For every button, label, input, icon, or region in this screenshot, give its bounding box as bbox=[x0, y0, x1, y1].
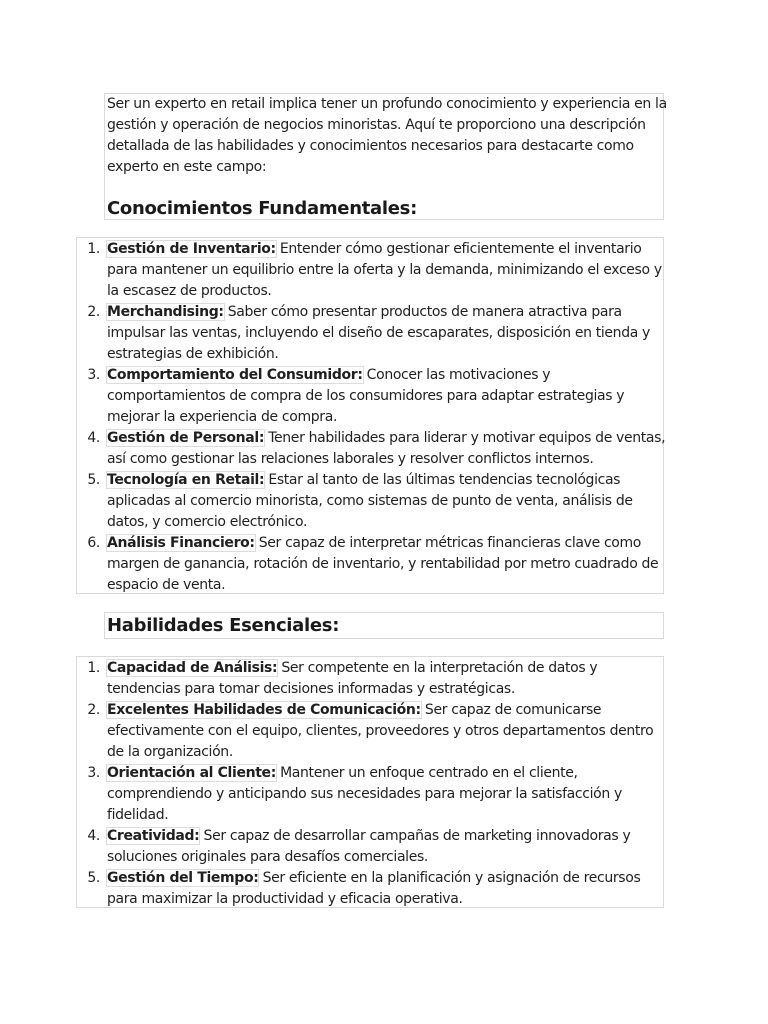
item-number: 3. bbox=[87, 765, 100, 781]
item-number: 2. bbox=[87, 702, 100, 718]
item-label: Gestión de Inventario: bbox=[107, 241, 276, 257]
numbered-list-conocimientos bbox=[0, 239, 700, 596]
section-heading-conocimientos: Conocimientos Fundamentales: bbox=[107, 198, 417, 219]
item-text: Ser competente en la interpretación de datos y tendencias para tomar decisiones informadas y estratégicas. bbox=[107, 660, 598, 697]
item-number: 2. bbox=[87, 304, 100, 320]
section-heading-habilidades: Habilidades Esenciales: bbox=[107, 615, 340, 636]
item-text: Ser eficiente en la planificación y asignación de recursos para maximizar la productividad y eficacia operativa. bbox=[107, 870, 641, 907]
item-text: Ser capaz de comunicarse efectivamente con el equipo, clientes, proveedores y otros departamentos dentro de la organización. bbox=[107, 702, 654, 760]
list-item bbox=[0, 302, 667, 365]
list-item bbox=[0, 428, 667, 470]
list-item bbox=[0, 533, 667, 596]
list-item bbox=[0, 763, 667, 826]
list-item bbox=[0, 239, 667, 302]
item-text: Mantener un enfoque centrado en el cliente, comprendiendo y anticipando sus necesidades para mejorar la satisfacción y fidelidad. bbox=[107, 765, 622, 823]
item-text: Saber cómo presentar productos de manera atractiva para impulsar las ventas, incluyendo el diseño de escaparates, disposición en tienda y estrategias de exhibición. bbox=[107, 304, 650, 362]
item-text: Conocer las motivaciones y comportamientos de compra de los consumidores para adaptar estrategias y mejorar la experiencia de compra. bbox=[107, 367, 625, 425]
list-item bbox=[0, 470, 667, 533]
item-number: 1. bbox=[87, 660, 100, 676]
item-label: Comportamiento del Consumidor: bbox=[107, 367, 363, 383]
list-item bbox=[0, 365, 667, 428]
list-item bbox=[0, 826, 667, 868]
item-label: Excelentes Habilidades de Comunicación: bbox=[107, 702, 421, 718]
item-label: Merchandising: bbox=[107, 304, 224, 320]
item-label: Gestión de Personal: bbox=[107, 430, 265, 446]
item-text: Ser capaz de desarrollar campañas de marketing innovadoras y soluciones originales para desafíos comerciales. bbox=[107, 828, 631, 865]
item-label: Capacidad de Análisis: bbox=[107, 660, 278, 676]
item-label: Creatividad: bbox=[107, 828, 200, 844]
numbered-list-habilidades bbox=[0, 658, 700, 910]
list-item bbox=[0, 868, 667, 910]
item-number: 1. bbox=[87, 241, 100, 257]
list-item bbox=[0, 700, 667, 763]
intro-paragraph: Ser un experto en retail implica tener un profundo conocimiento y experiencia en la gestión y operación de negocios minoristas. Aquí te proporciono una descripción detallada de las habilidades y conocimientos necesarios para destacarte como experto en este campo: bbox=[107, 96, 667, 175]
item-number: 3. bbox=[87, 367, 100, 383]
item-text: Entender cómo gestionar eficientemente el inventario para mantener un equilibrio entre la oferta y la demanda, minimizando el exceso y la escasez de productos. bbox=[107, 241, 662, 299]
item-number: 4. bbox=[87, 430, 100, 446]
item-number: 5. bbox=[87, 870, 100, 886]
item-text: Tener habilidades para liderar y motivar equipos de ventas, así como gestionar las relaciones laborales y resolver conflictos internos. bbox=[107, 430, 666, 467]
item-label: Tecnología en Retail: bbox=[107, 472, 265, 488]
item-text: Estar al tanto de las últimas tendencias tecnológicas aplicadas al comercio minorista, como sistemas de punto de venta, análisis de datos, y comercio electrónico. bbox=[107, 472, 633, 530]
item-label: Gestión del Tiempo: bbox=[107, 870, 259, 886]
item-text: Ser capaz de interpretar métricas financieras clave como margen de ganancia, rotación de inventario, y rentabilidad por metro cuadrado de espacio de venta. bbox=[107, 535, 659, 593]
item-number: 4. bbox=[87, 828, 100, 844]
item-number: 6. bbox=[87, 535, 100, 551]
item-label: Análisis Financiero: bbox=[107, 535, 255, 551]
list-item bbox=[0, 658, 667, 700]
item-number: 5. bbox=[87, 472, 100, 488]
item-label: Orientación al Cliente: bbox=[107, 765, 276, 781]
